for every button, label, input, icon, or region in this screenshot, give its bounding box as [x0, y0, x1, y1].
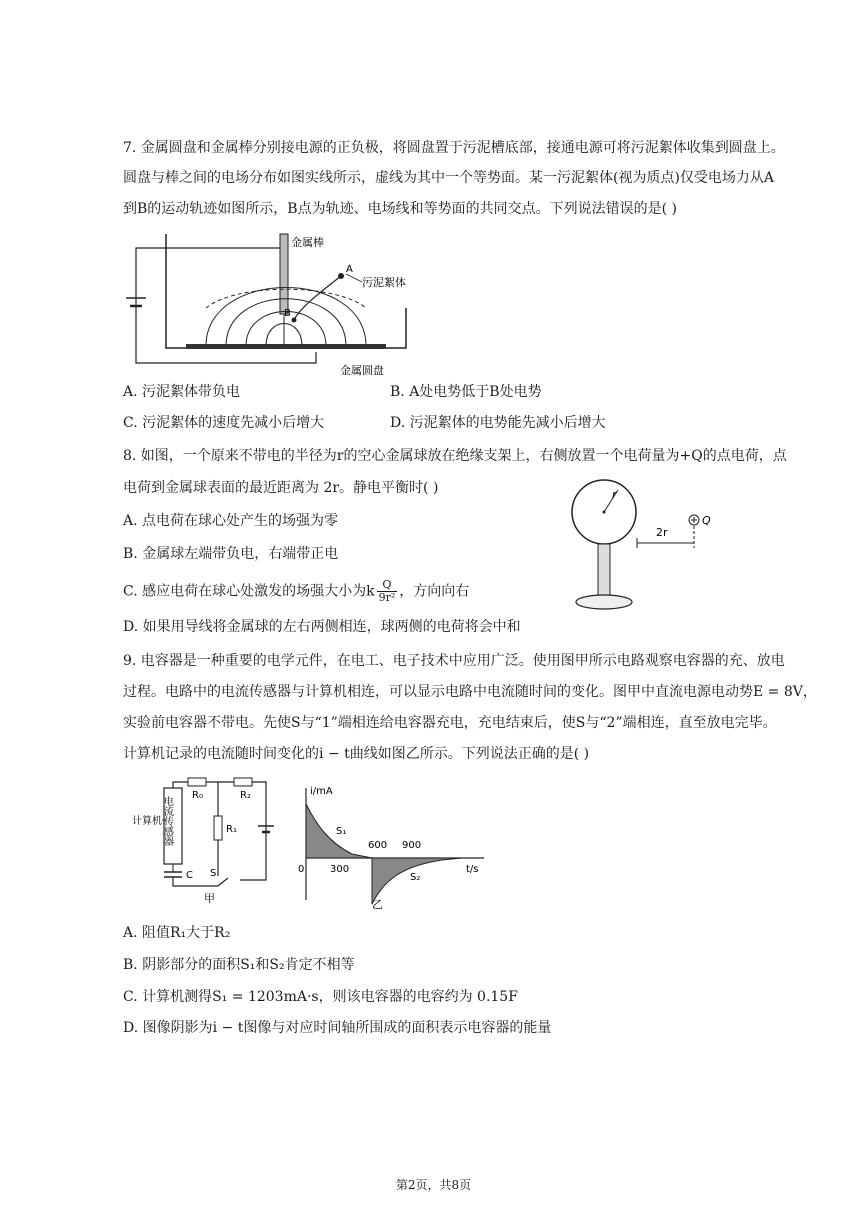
- fraction: [377, 579, 398, 604]
- axis-label-t: t/s: [466, 864, 479, 875]
- q9-stem-line3: 实验前电容器不带电。先使S与“1”端相连给电容器充电，充电结束后，使S与“2”端相连，直至放电完毕。: [123, 715, 777, 731]
- insulating-stand: [598, 544, 610, 596]
- q7-figure: [126, 228, 416, 378]
- q9-stem-line1: 9. 电容器是一种重要的电学元件，在电工、电子技术中应用广泛。使用图甲所示电路观察电容器的充、放电: [123, 653, 785, 669]
- metal-disk: [186, 344, 386, 349]
- label-rod: 金属棒: [291, 236, 324, 249]
- label-jia: 甲: [204, 892, 215, 905]
- resistor-R1: [214, 816, 222, 840]
- label-r: r: [612, 488, 617, 501]
- label-yi: 乙: [372, 898, 383, 910]
- q7-option-b: B. A处电势低于B处电势: [390, 384, 542, 400]
- q8-option-b: B. 金属球左端带负电，右端带正电: [123, 546, 339, 562]
- tick-0: 0: [298, 864, 305, 875]
- resistor-R2: [234, 778, 252, 786]
- q8-option-c-dir: ，方向向右: [399, 583, 470, 600]
- q8-option-c: [123, 579, 469, 604]
- q8-figure: [560, 476, 740, 621]
- tick-600: 600: [368, 840, 388, 851]
- q9-circuit-figure: [128, 776, 278, 906]
- resistor-R0: [188, 778, 206, 786]
- label-R0: R₀: [192, 790, 203, 801]
- q8-option-a: A. 点电荷在球心处产生的场强为零: [123, 513, 339, 529]
- q8-stem-line2: 电荷到金属球表面的最近距离为 2r。静电平衡时( ): [123, 480, 439, 496]
- page-footer: 第2页，共8页: [395, 1178, 472, 1192]
- q7-stem-line1: 7. 金属圆盘和金属棒分别接电源的正负极，将圆盘置于污泥槽底部，接通电源可将污泥絮体收集到圆盘上。: [123, 140, 785, 156]
- label-Q: Q: [702, 514, 711, 527]
- q9-stem-line4: 计算机记录的电流随时间变化的i − t曲线如图乙所示。下列说法正确的是( ): [123, 746, 590, 762]
- label-C: C: [186, 870, 193, 881]
- label-R1: R₁: [226, 824, 237, 835]
- q7-option-c: C. 污泥絮体的速度先减小后增大: [123, 415, 325, 431]
- label-floc: 污泥絮体: [362, 276, 406, 289]
- label-sensor: 电流传感器: [161, 796, 173, 846]
- q9-stem-line2: 过程。电路中的电流传感器与计算机相连，可以显示电路中电流随时间的变化。图甲中直流电源电动势E = 8V，: [123, 684, 817, 700]
- q7-stem-line3: 到B的运动轨迹如图所示，B点为轨迹、电场线和等势面的共同交点。下列说法错误的是( ): [123, 201, 677, 217]
- q8-option-d: D. 如果用导线将金属球的左右两侧相连，球两侧的电荷将会中和: [123, 619, 521, 635]
- label-disk: 金属圆盘: [340, 364, 384, 377]
- label-R2: R₂: [240, 790, 251, 801]
- label-2r: 2r: [656, 526, 668, 539]
- axis-label-i: i/mA: [310, 786, 333, 797]
- q9-option-c: C. 计算机测得S₁ = 1203mA·s，则该电容器的电容约为 0.15F: [123, 989, 518, 1005]
- q9-option-b: B. 阴影部分的面积S₁和S₂肯定不相等: [123, 957, 355, 973]
- fraction-denominator: 9r²: [378, 591, 396, 604]
- label-computer: 计算机: [132, 816, 162, 827]
- metal-rod: [280, 234, 288, 314]
- q7-stem-line2: 圆盘与棒之间的电场分布如图实线所示，虚线为其中一个等势面。某一污泥絮体(视为质点)仅受电场力从A: [123, 170, 775, 186]
- point-A: [338, 273, 344, 279]
- q9-option-d: D. 图像阴影为i − t图像与对应时间轴所围成的面积表示电容器的能量: [123, 1020, 552, 1036]
- q9-it-graph: [292, 780, 492, 910]
- label-S1: S₁: [336, 826, 347, 837]
- q7-option-d: D. 污泥絮体的电势能先减小后增大: [390, 415, 606, 431]
- switch: [173, 877, 228, 886]
- tick-300: 300: [330, 864, 350, 875]
- q7-option-a: A. 污泥絮体带负电: [123, 384, 241, 400]
- fraction-numerator: Q: [377, 579, 398, 592]
- q8-stem-line1: 8. 如图，一个原来不带电的半径为r的空心金属球放在绝缘支架上，右侧放置一个电荷量为+Q的点电荷，点: [123, 448, 787, 464]
- q9-option-a: A. 阻值R₁大于R₂: [123, 925, 231, 941]
- q8-option-c-text: C. 感应电荷在球心处激发的场强大小为k: [123, 583, 375, 600]
- label-S2: S₂: [410, 872, 421, 883]
- point-B: [292, 318, 297, 323]
- label-S: S: [210, 868, 217, 879]
- stand-base: [576, 595, 632, 609]
- label-A: A: [346, 264, 353, 275]
- tick-900: 900: [402, 840, 422, 851]
- label-B: B: [284, 308, 291, 319]
